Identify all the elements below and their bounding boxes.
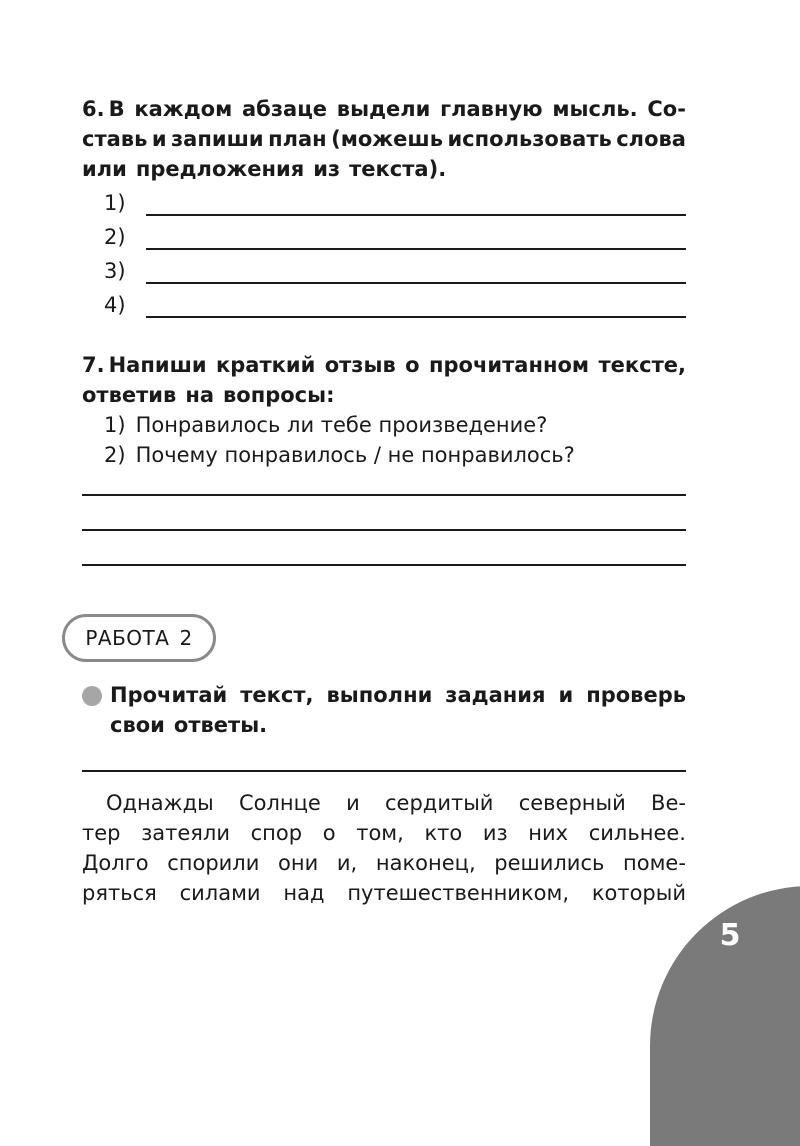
review-write-line-1[interactable]: [82, 494, 686, 496]
task-6-line-3: или предложения из текста).: [82, 157, 447, 181]
task-6-heading: [82, 94, 686, 184]
question-text: Почему понравилось / не понравилось?: [135, 443, 575, 467]
work-badge: [62, 614, 216, 662]
question-number: 2): [104, 443, 126, 467]
write-line[interactable]: [146, 282, 686, 284]
question-1: [104, 410, 547, 440]
write-line[interactable]: [146, 316, 686, 318]
answer-line-3[interactable]: [104, 252, 686, 286]
story-line-2: тер затеяли спор о том, кто из них сильнее.: [82, 821, 686, 845]
task-6-number: 6.: [82, 97, 105, 121]
task-7-line-2: ответив на вопросы:: [82, 383, 335, 407]
question-number: 1): [104, 413, 126, 437]
task-7-line-1: 7. Напиши краткий отзыв о прочитанном тексте,: [82, 353, 686, 377]
review-write-line-2[interactable]: [82, 529, 686, 531]
answer-line-1[interactable]: [104, 184, 686, 218]
task-6-line-2: ставь и запиши план (можешь использовать слова: [82, 127, 686, 151]
story-line-3: Долго спорили они и, наконец, решились поме-: [82, 851, 686, 875]
answer-line-4[interactable]: [104, 286, 686, 320]
write-line[interactable]: [146, 214, 686, 216]
work-badge-label: РАБОТА: [85, 626, 170, 650]
review-write-line-3[interactable]: [82, 564, 686, 566]
bullet-icon: [82, 686, 102, 706]
answer-number: 4): [104, 293, 126, 317]
task-7-heading: [82, 350, 686, 410]
task-7-number: 7.: [82, 353, 105, 377]
answer-line-2[interactable]: [104, 218, 686, 252]
work-badge-number: 2: [179, 626, 193, 650]
question-2: [104, 440, 575, 470]
page-number: 5: [719, 918, 741, 953]
write-line[interactable]: [146, 248, 686, 250]
section-divider: [82, 770, 686, 772]
story-text: [82, 788, 686, 908]
answer-number: 2): [104, 225, 126, 249]
instruction: [110, 680, 686, 740]
instruction-line-2: свои ответы.: [110, 713, 268, 737]
task-6-line-1: 6. В каждом абзаце выдели главную мысль. Со-: [82, 97, 686, 121]
story-line-4: ряться силами над путешественником, который: [82, 881, 686, 905]
answer-number: 3): [104, 259, 126, 283]
story-line-1: Однажды Солнце и сердитый северный Ве-: [106, 791, 686, 815]
question-text: Понравилось ли тебе произведение?: [135, 413, 548, 437]
answer-number: 1): [104, 191, 126, 215]
instruction-line-1: Прочитай текст, выполни задания и проверь: [110, 683, 686, 707]
